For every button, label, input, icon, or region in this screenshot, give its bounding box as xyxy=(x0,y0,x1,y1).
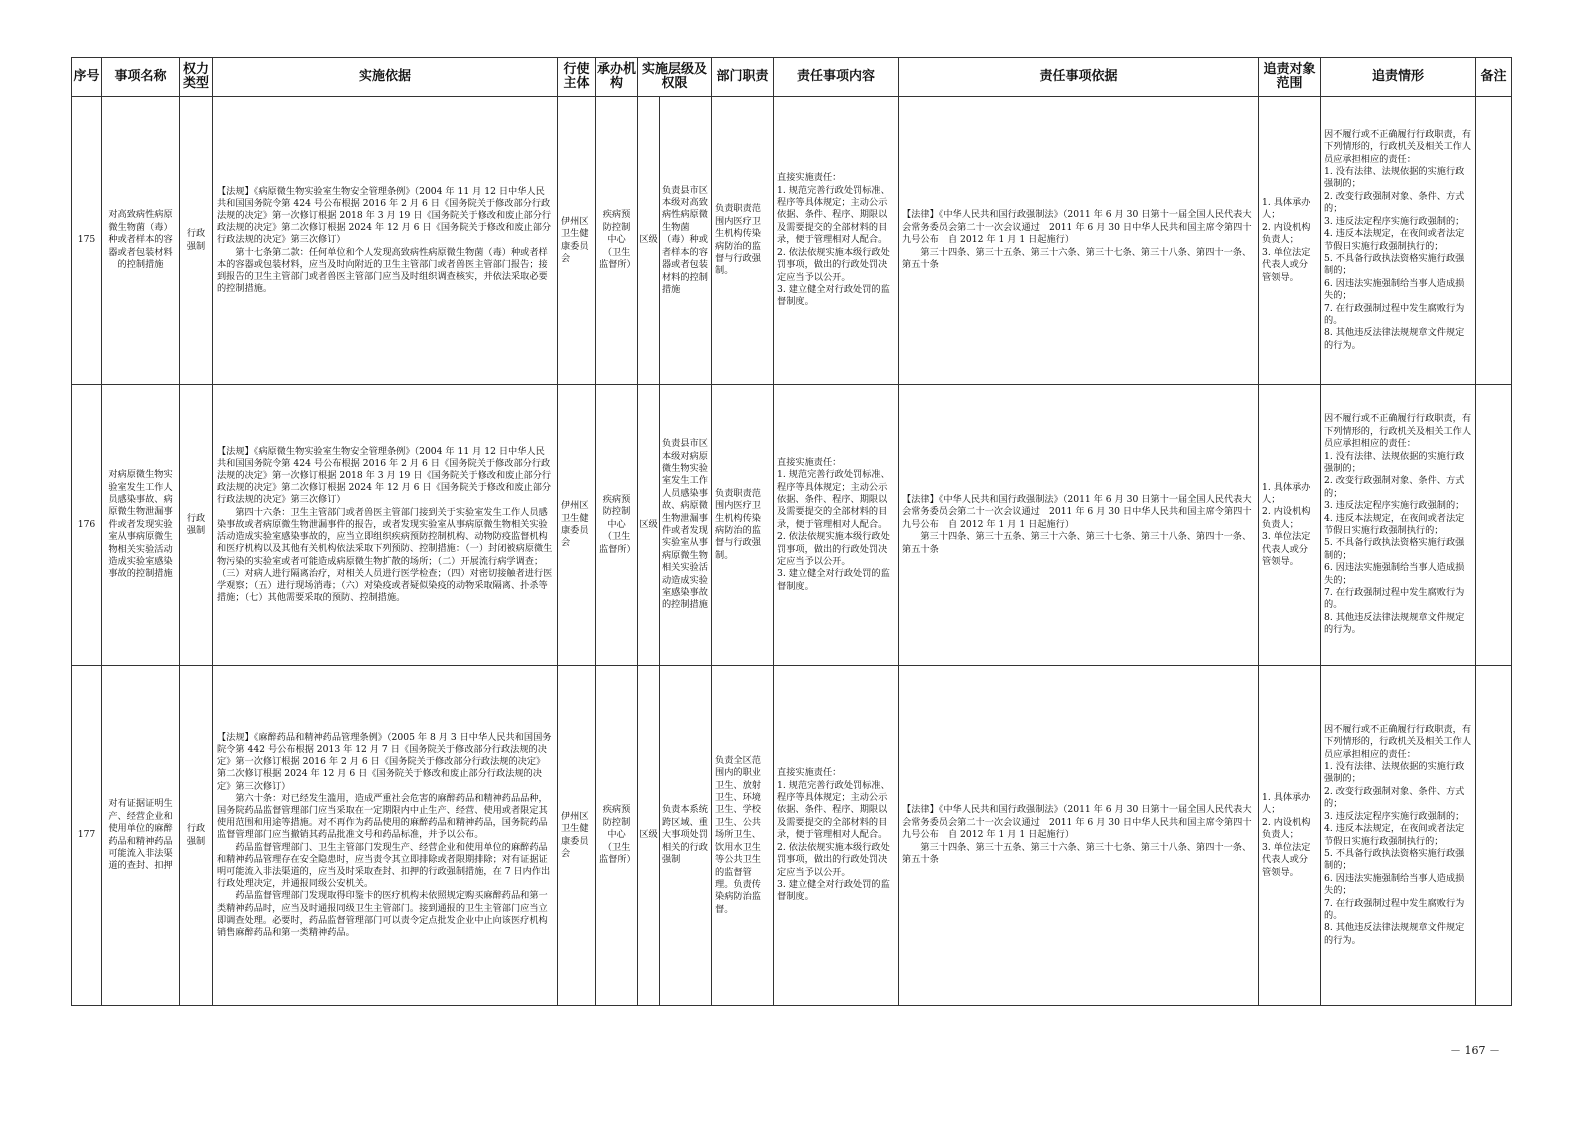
page-number: － 167 － xyxy=(1450,1044,1500,1057)
subject-cell: 伊州区卫生健康委员会 xyxy=(558,666,596,1006)
level-tier-cell: 区级 xyxy=(638,666,660,1006)
target-cell: 1. 具体承办人； 2. 内设机构负责人； 3. 单位法定代表人或分管领导。 xyxy=(1259,666,1321,1006)
responsibility-table xyxy=(71,57,1512,1006)
resp-content-cell: 直接实施责任： 1. 规范完善行政处罚标准、程序等具体规定；主动公示依据、条件、程序、期限以及需要提交的全部材料的目录，便于管理相对人配合。 2. 依法依规实施本级行政处罚事项，做出的行政处罚决定应当予以公开。 3. 建立健全对行政处罚的监督制度。 xyxy=(774,666,899,1006)
resp-basis-cell: 【法律】《中华人民共和国行政强制法》（2011 年 6 月 30 日第十一届全国人民代表大会常务委员会第二十一次会议通过 2011 年 6 月 30 日中华人民共和国主席令第四十九号公布 自 2012 年 1 月 1 日起施行） 第三十四条、第三十五条、第三十六条、第三十七条、第三十八条、第四十一条、第五十条 xyxy=(899,666,1259,1006)
subject-cell: 伊州区卫生健康委员会 xyxy=(558,385,596,666)
level-desc-cell: 负责县市区本级对病原微生物实验室发生工作人员感染事故、病原微生物泄漏事件或者发现实验室从事病原微生物相关实验活动造成实验室感染事故的控制措施 xyxy=(660,385,712,666)
col-header-level: 实施层级及权限 xyxy=(638,58,712,97)
level-tier-cell: 区级 xyxy=(638,97,660,385)
resp-content-cell: 直接实施责任： 1. 规范完善行政处罚标准、程序等具体规定；主动公示依据、条件、程序、期限以及需要提交的全部材料的目录，便于管理相对人配合。 2. 依法依规实施本级行政处罚事项，做出的行政处罚决定应当予以公开。 3. 建立健全对行政处罚的监督制度。 xyxy=(774,97,899,385)
col-header-target: 追责对象范围 xyxy=(1259,58,1321,97)
subject-cell: 伊州区卫生健康委员会 xyxy=(558,97,596,385)
agency-cell: 疾病预防控制中心（卫生监督所） xyxy=(596,666,638,1006)
agency-cell: 疾病预防控制中心（卫生监督所） xyxy=(596,97,638,385)
col-header-remark: 备注 xyxy=(1476,58,1512,97)
duty-cell: 负责全区范围内的职业卫生、放射卫生、环境卫生、学校卫生、公共场所卫生、饮用水卫生等公共卫生的监督管理。负责传染病防治监督。 xyxy=(712,666,774,1006)
col-header-duty: 部门职责 xyxy=(712,58,774,97)
table-row xyxy=(72,666,1512,1006)
seq-cell: 175 xyxy=(72,97,102,385)
table-row xyxy=(72,97,1512,385)
col-header-subject: 行使主体 xyxy=(558,58,596,97)
col-header-name: 事项名称 xyxy=(102,58,180,97)
target-cell: 1. 具体承办人； 2. 内设机构负责人； 3. 单位法定代表人或分管领导。 xyxy=(1259,97,1321,385)
col-header-power-type: 权力类型 xyxy=(180,58,213,97)
seq-cell: 177 xyxy=(72,666,102,1006)
level-desc-cell: 负责县市区本级对高致病性病原微生物菌（毒）种或者样本的容器或者包装材料的控制措施 xyxy=(660,97,712,385)
remark-cell xyxy=(1476,385,1512,666)
remark-cell xyxy=(1476,97,1512,385)
item-name-cell: 对高致病性病原微生物菌（毒）种或者样本的容器或者包装材料的控制措施 xyxy=(102,97,180,385)
col-header-resp-basis: 责任事项依据 xyxy=(899,58,1259,97)
basis-cell: 【法规】《麻醉药品和精神药品管理条例》（2005 年 8 月 3 日中华人民共和国国务院令第 442 号公布根据 2013 年 12 月 7 日《国务院关于修改部分行政法规的决定》第一次修订根据 2016 年 2 月 6 日《国务院关于修改部分行政法规的决定》第二次修订根据 2024 年 12 月 6 日《国务院关于修改和废止部分行政法规的决定》第三次修订） 第六十条：对已经发生滥用，造成严重社会危害的麻醉药品和精神药品品种，国务院药品监督管理部门应当采取在一定期限内中止生产、经营、使用或者限定其使用范围和用途等措施。对不再作为药品使用的麻醉药品和精神药品，国务院药品监督管理部门应当撤销其药品批准文号和药品标准，并予以公布。 药品监督管理部门、卫生主管部门发现生产、经营企业和使用单位的麻醉药品和精神药品管理存在安全隐患时，应当责令其立即排除或者限期排除；对有证据证明可能流入非法渠道的，应当及时采取查封、扣押的行政强制措施，在 7 日内作出行政处理决定，并通报同级公安机关。 药品监督管理部门发现取得印鉴卡的医疗机构未依照规定购买麻醉药品和第一类精神药品时，应当及时通报同级卫生主管部门。接到通报的卫生主管部门应当立即调查处理。必要时，药品监督管理部门可以责令定点批发企业中止向该医疗机构销售麻醉药品和第一类精神药品。 xyxy=(213,666,558,1006)
level-tier-cell: 区级 xyxy=(638,385,660,666)
duty-cell: 负责职责范围内医疗卫生机构传染病防治的监督与行政强制。 xyxy=(712,385,774,666)
duty-cell: 负责职责范围内医疗卫生机构传染病防治的监督与行政强制。 xyxy=(712,97,774,385)
item-name-cell: 对有证据证明生产、经营企业和使用单位的麻醉药品和精神药品可能流入非法渠道的查封、扣押 xyxy=(102,666,180,1006)
table-row xyxy=(72,385,1512,666)
basis-cell: 【法规】《病原微生物实验室生物安全管理条例》（2004 年 11 月 12 日中华人民共和国国务院令第 424 号公布根据 2016 年 2 月 6 日《国务院关于修改部分行政法规的决定》第一次修订根据 2018 年 3 月 19 日《国务院关于修改和废止部分行政法规的决定》第二次修订根据 2024 年 12 月 6 日《国务院关于修改和废止部分行政法规的决定》第三次修订） 第十七条第二款：任何单位和个人发现高致病性病原微生物菌（毒）种或者样本的容器或包装材料，应当及时向附近的卫生主管部门或者兽医主管部门报告；接到报告的卫生主管部门或者兽医主管部门应当及时组织调查核实，并依法采取必要的控制措施。 xyxy=(213,97,558,385)
resp-content-cell: 直接实施责任： 1. 规范完善行政处罚标准、程序等具体规定；主动公示依据、条件、程序、期限以及需要提交的全部材料的目录，便于管理相对人配合。 2. 依法依规实施本级行政处罚事项，做出的行政处罚决定应当予以公开。 3. 建立健全对行政处罚的监督制度。 xyxy=(774,385,899,666)
table-header xyxy=(72,58,1512,97)
basis-cell: 【法规】《病原微生物实验室生物安全管理条例》（2004 年 11 月 12 日中华人民共和国国务院令第 424 号公布根据 2016 年 2 月 6 日《国务院关于修改部分行政法规的决定》第一次修订根据 2018 年 3 月 19 日《国务院关于修改和废止部分行政法规的决定》第二次修订根据 2024 年 12 月 6 日《国务院关于修改和废止部分行政法规的决定》第三次修订） 第四十六条：卫生主管部门或者兽医主管部门接到关于实验室发生工作人员感染事故或者病原微生物泄漏事件的报告，或者发现实验室从事病原微生物相关实验活动造成实验室感染事故的，应当立即组织疾病预防控制机构、动物防疫监督机构和医疗机构以及其他有关机构依法采取下列预防、控制措施：（一）封闭被病原微生物污染的实验室或者可能造成病原微生物扩散的场所；（二）开展流行病学调查；（三）对病人进行隔离治疗，对相关人员进行医学检查；（四）对密切接触者进行医学观察；（五）进行现场消毒；（六）对染疫或者疑似染疫的动物采取隔离、扑杀等措施；（七）其他需要采取的预防、控制措施。 xyxy=(213,385,558,666)
power-type-cell: 行政强制 xyxy=(180,385,213,666)
col-header-resp-content: 责任事项内容 xyxy=(774,58,899,97)
circumstances-cell: 因不履行或不正确履行行政职责，有下列情形的，行政机关及相关工作人员应承担相应的责任： 1. 没有法律、法规依据的实施行政强制的； 2. 改变行政强制对象、条件、方式的； 3. 违反法定程序实施行政强制的； 4. 违反本法规定，在夜间或者法定节假日实施行政强制执行的； 5. 不具备行政执法资格实施行政强制的； 6. 因违法实施强制给当事人造成损失的； 7. 在行政强制过程中发生腐败行为的。 8. 其他违反法律法规规章文件规定的行为。 xyxy=(1321,97,1476,385)
circumstances-cell: 因不履行或不正确履行行政职责，有下列情形的，行政机关及相关工作人员应承担相应的责任： 1. 没有法律、法规依据的实施行政强制的； 2. 改变行政强制对象、条件、方式的； 3. 违反法定程序实施行政强制的； 4. 违反本法规定，在夜间或者法定节假日实施行政强制执行的； 5. 不具备行政执法资格实施行政强制的； 6. 因违法实施强制给当事人造成损失的； 7. 在行政强制过程中发生腐败行为的。 8. 其他违反法律法规规章文件规定的行为。 xyxy=(1321,666,1476,1006)
target-cell: 1. 具体承办人； 2. 内设机构负责人； 3. 单位法定代表人或分管领导。 xyxy=(1259,385,1321,666)
seq-cell: 176 xyxy=(72,385,102,666)
level-desc-cell: 负责本系统跨区域、重大事项处罚相关的行政强制 xyxy=(660,666,712,1006)
remark-cell xyxy=(1476,666,1512,1006)
col-header-agency: 承办机构 xyxy=(596,58,638,97)
circumstances-cell: 因不履行或不正确履行行政职责，有下列情形的，行政机关及相关工作人员应承担相应的责任： 1. 没有法律、法规依据的实施行政强制的； 2. 改变行政强制对象、条件、方式的； 3. 违反法定程序实施行政强制的； 4. 违反本法规定，在夜间或者法定节假日实施行政强制执行的； 5. 不具备行政执法资格实施行政强制的； 6. 因违法实施强制给当事人造成损失的； 7. 在行政强制过程中发生腐败行为的。 8. 其他违反法律法规规章文件规定的行为。 xyxy=(1321,385,1476,666)
power-type-cell: 行政强制 xyxy=(180,97,213,385)
col-header-seq: 序号 xyxy=(72,58,102,97)
col-header-circumstances: 追责情形 xyxy=(1321,58,1476,97)
resp-basis-cell: 【法律】《中华人民共和国行政强制法》（2011 年 6 月 30 日第十一届全国人民代表大会常务委员会第二十一次会议通过 2011 年 6 月 30 日中华人民共和国主席令第四十九号公布 自 2012 年 1 月 1 日起施行） 第三十四条、第三十五条、第三十六条、第三十七条、第三十八条、第四十一条、第五十条 xyxy=(899,385,1259,666)
resp-basis-cell: 【法律】《中华人民共和国行政强制法》（2011 年 6 月 30 日第十一届全国人民代表大会常务委员会第二十一次会议通过 2011 年 6 月 30 日中华人民共和国主席令第四十九号公布 自 2012 年 1 月 1 日起施行） 第三十四条、第三十五条、第三十六条、第三十七条、第三十八条、第四十一条、第五十条 xyxy=(899,97,1259,385)
item-name-cell: 对病原微生物实验室发生工作人员感染事故、病原微生物泄漏事件或者发现实验室从事病原微生物相关实验活动造成实验室感染事故的控制措施 xyxy=(102,385,180,666)
responsibility-table-sheet xyxy=(71,57,1511,1006)
agency-cell: 疾病预防控制中心（卫生监督所） xyxy=(596,385,638,666)
col-header-basis: 实施依据 xyxy=(213,58,558,97)
power-type-cell: 行政强制 xyxy=(180,666,213,1006)
